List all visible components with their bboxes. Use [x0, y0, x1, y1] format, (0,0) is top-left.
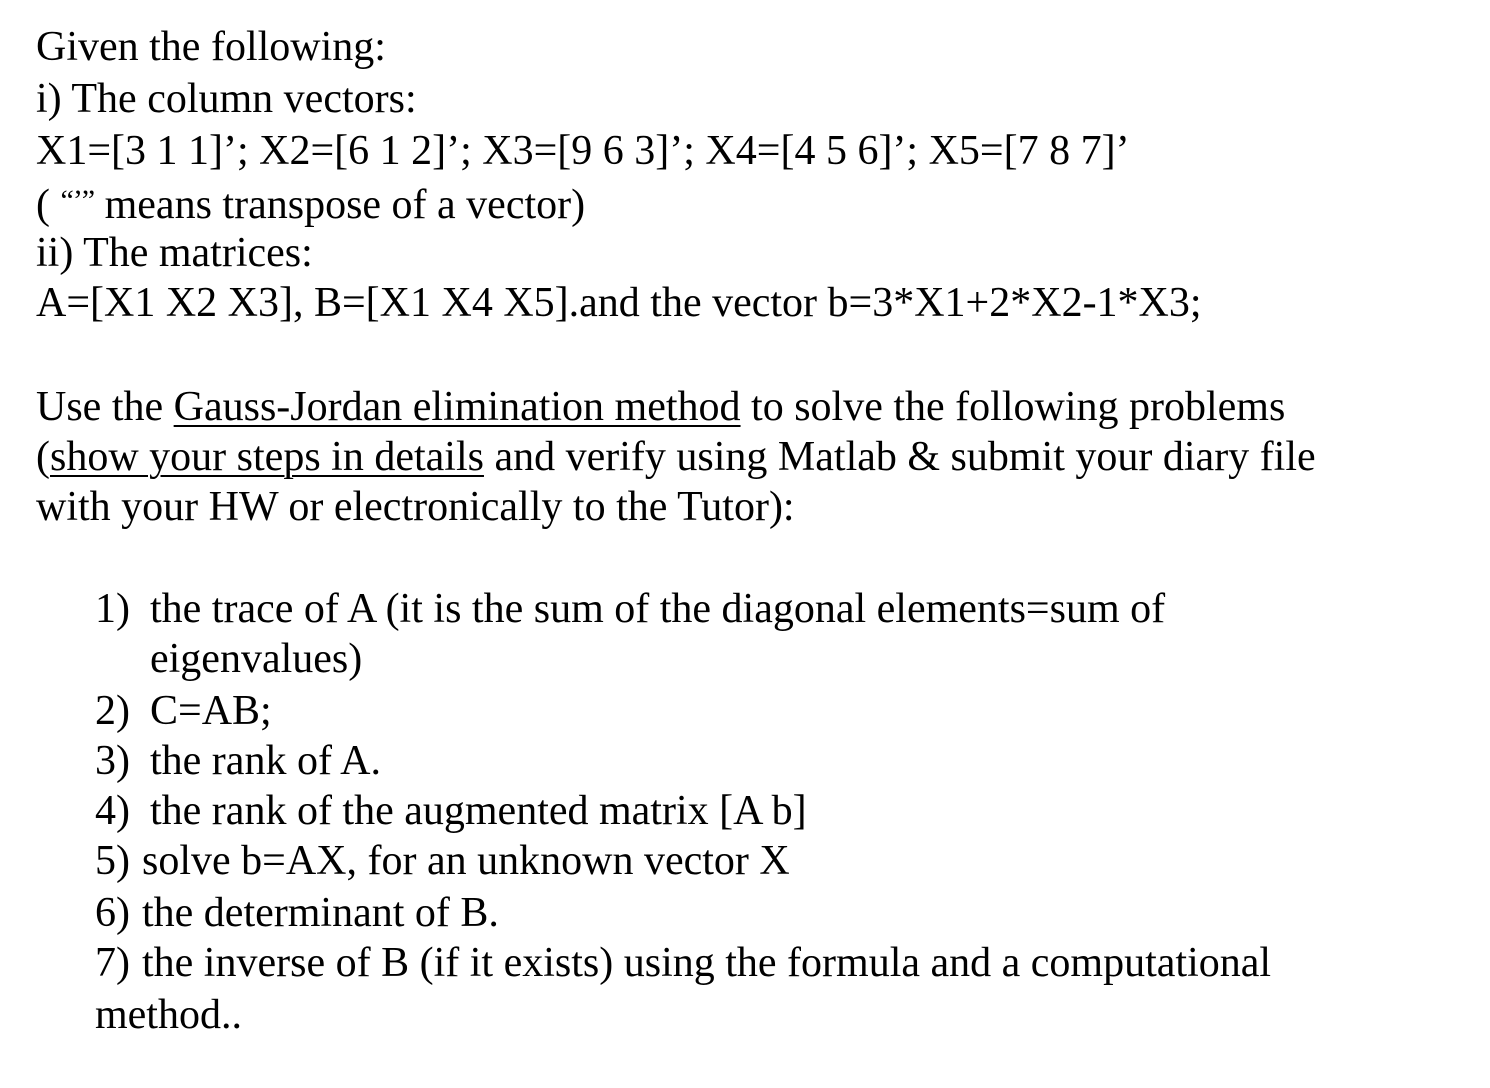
instructions-line-1	[36, 382, 1285, 432]
problem-text: the trace of A (it is the sum of the diagonal elements=sum of	[150, 586, 1166, 632]
transpose-open: (	[36, 182, 61, 228]
instructions-line-3: with your HW or electronically to the Tutor):	[36, 484, 795, 530]
problem-text: solve b=AX, for an unknown vector X	[142, 838, 790, 884]
gauss-jordan-method-text: Gauss-Jordan elimination method	[173, 384, 741, 430]
given-heading: Given the following:	[36, 24, 386, 70]
verify-text: and verify using Matlab & submit your diary file	[483, 434, 1316, 480]
problem-number: 6)	[95, 890, 130, 936]
problem-text: the determinant of B.	[142, 890, 499, 936]
column-vectors: X1=[3 1 1]’; X2=[6 1 2]’; X3=[9 6 3]’; X4=[4 5 6]’; X5=[7 8 7]’	[36, 128, 1130, 174]
problem-number: 5)	[95, 838, 130, 884]
problem-number: 2)	[95, 688, 130, 734]
problem-text: the rank of A.	[150, 738, 381, 784]
show-steps-text: show your steps in details	[50, 434, 484, 480]
problem-text: the inverse of B (if it exists) using the formula and a computational	[142, 940, 1272, 986]
part-i-label: i) The column vectors:	[36, 76, 417, 122]
instructions-line-2	[36, 432, 1316, 482]
use-the-text: Use the	[36, 384, 174, 430]
transpose-quote: “’”	[60, 184, 95, 217]
problem-text-continued: eigenvalues)	[150, 636, 363, 682]
problem-number: 1)	[95, 586, 130, 632]
open-paren: (	[36, 434, 50, 480]
matrices-definition: A=[X1 X2 X3], B=[X1 X4 X5].and the vector b=3*X1+2*X2-1*X3;	[36, 280, 1202, 326]
problem-number: 4)	[95, 788, 130, 834]
problem-text-continued: method..	[95, 992, 242, 1038]
transpose-note	[36, 176, 585, 230]
problem-number: 3)	[95, 738, 130, 784]
problem-text: C=AB;	[150, 688, 272, 734]
problem-text: the rank of the augmented matrix [A b]	[150, 788, 807, 834]
part-ii-label: ii) The matrices:	[36, 230, 313, 276]
transpose-rest: means transpose of a vector)	[94, 182, 586, 228]
problem-number: 7)	[95, 940, 130, 986]
to-solve-text: to solve the following problems	[740, 384, 1286, 430]
